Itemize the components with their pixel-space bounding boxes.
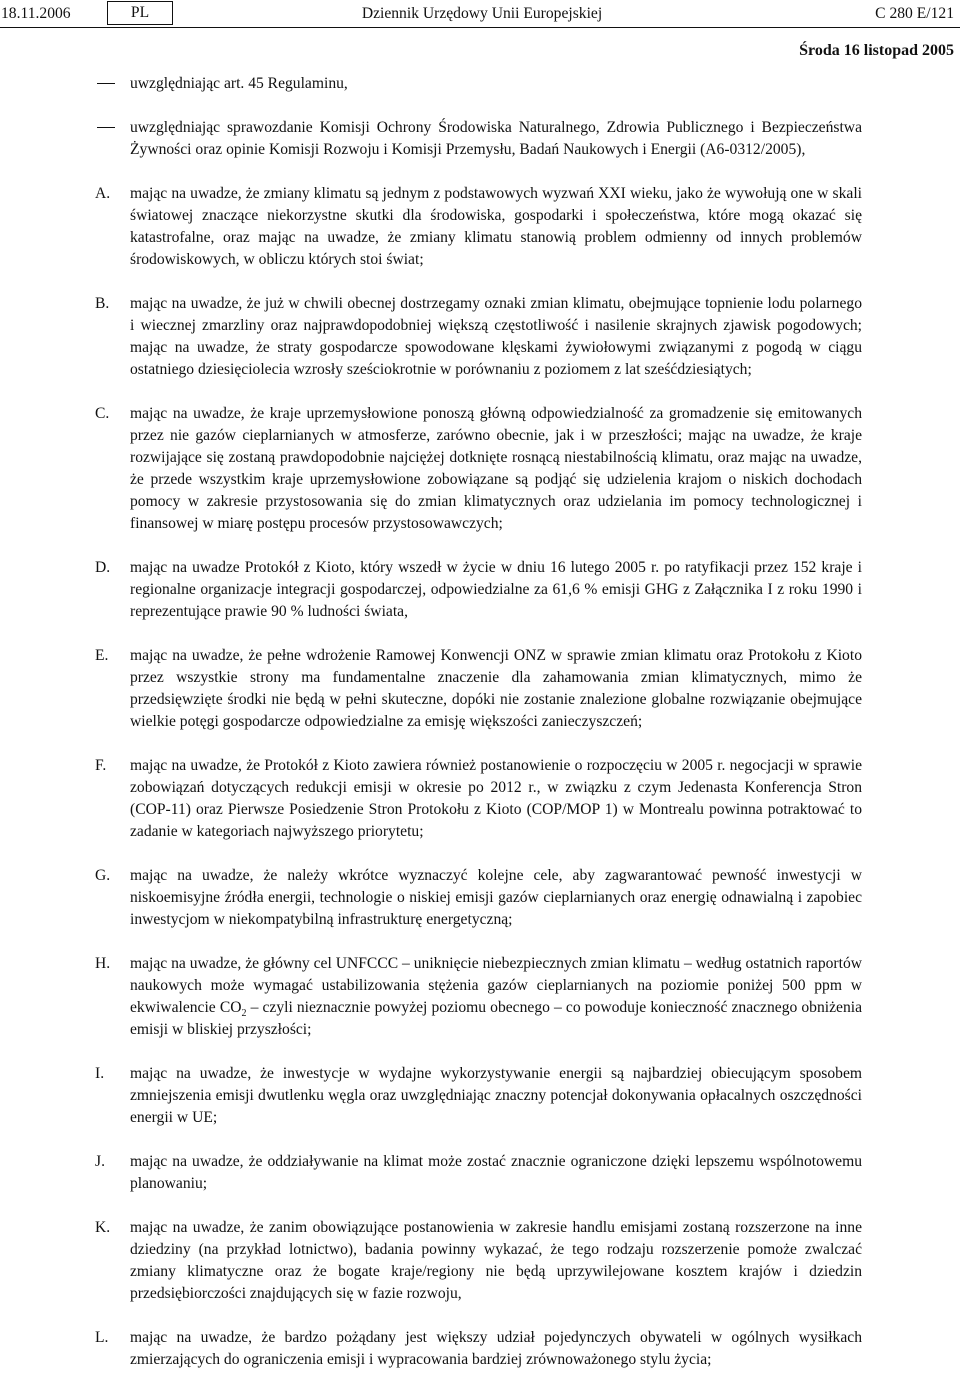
recital-letter: E. <box>95 647 109 664</box>
recital-e <box>0 645 960 733</box>
journal-reference: C 280 E/121 <box>875 5 954 22</box>
recital-text: mając na uwadze Protokół z Kioto, który wszedł w życie w dniu 16 lutego 2005 r. po ratyfikacji przez 152 kraje i regionalne organizacje integracji gospodarczej, odpowiedzialne za 61,6 % emisji GHG z Załącznika I z roku 1990 i reprezentujące prawie 90 % ludności świata, <box>130 559 862 620</box>
recital-letter: K. <box>95 1219 111 1236</box>
recital-h <box>0 953 960 1041</box>
recital-text: mając na uwadze, że już w chwili obecnej dostrzegamy oznaki zmian klimatu, obejmujące topnienie lodu polarnego i wiecznej zmarzliny oraz najprawdopodobniej większą częstotliwość i nasilenie skrajnych zjawisk pogodowych; mając na uwadze, że straty gospodarcze spowodowane klęskami żywiołowymi związanymi z pogodą w ciągu ostatniego dziesięciolecia wzrosły sześciokrotnie w porównaniu z poziomem z lat sześćdziesiątych; <box>130 295 862 378</box>
recital-text: mając na uwadze, że Protokół z Kioto zawiera również postanowienie o rozpoczęciu w 2005 r. negocjacji w sprawie zobowiązań dotyczących redukcji emisji w okresie po 2012 r., w związku z czym Jedenasta Konferencja Stron (COP-11) oraz Pierwsze Posiedzenie Stron Protokołu z Kioto (COP/MOP 1) w Montrealu powinna potraktować to zadanie w kategoriach najwyższego priorytetu; <box>130 757 862 840</box>
recital-a <box>0 183 960 271</box>
recital-letter: F. <box>95 757 107 774</box>
journal-title: Dziennik Urzędowy Unii Europejskiej <box>361 5 603 22</box>
recital-text-part: mając na uwadze, że główny cel UNFCCC – uniknięcie niebezpiecznych zmian klimatu – według ostatnich raportów naukowych może wymagać ustabilizowania stężenia gazów cieplarnianych na poziomie poniżej 500 ppm w ekwiwalencie CO <box>130 955 862 1016</box>
citation-item <box>0 73 960 95</box>
citation-text: uwzględniając art. 45 Regulaminu, <box>130 75 348 92</box>
citation-text: uwzględniając sprawozdanie Komisji Ochrony Środowiska Naturalnego, Zdrowia Publicznego i Bezpieczeństwa Żywności oraz opinie Komisji Rozwoju i Komisji Przemysłu, Badań Naukowych i Energii (A6-0312/2005), <box>130 119 862 158</box>
recital-letter: L. <box>95 1329 109 1346</box>
recital-letter: C. <box>95 405 110 422</box>
citation-item <box>0 117 960 161</box>
dash-marker <box>97 127 115 128</box>
header-rule <box>0 27 960 28</box>
recital-letter: B. <box>95 295 110 312</box>
recital-text: mając na uwadze, że kraje uprzemysłowione ponoszą główną odpowiedzialność za gromadzenie się emitowanych przez nie gazów cieplarnianych w atmosferze, zarówno obecnie, jak i w przeszłości; mając na uwadze, że kraje rozwijające się zostaną prawdopodobnie najciężej dotknięte rosnącą niestabilnością klimatu, oraz mając na uwadze, że przede wszystkim kraje uprzemysłowione zobowiązane są podjąć się udzielenia krajom o niskich dochodach pomocy w zakresie przystosowania się do zmian klimatycznych oraz udzielania im pomocy technologicznej i finansowej w miarę postępu procesów przystosowawczych; <box>130 405 862 532</box>
recital-letter: A. <box>95 185 111 202</box>
recital-c <box>0 403 960 535</box>
recital-d <box>0 557 960 623</box>
recital-l <box>0 1327 960 1371</box>
recital-text: mając na uwadze, że zmiany klimatu są jednym z podstawowych wyzwań XXI wieku, jako że wywołują one w skali światowej znaczące niekorzystne skutki dla środowiska, gospodarki i społeczeństwa, które mogą okazać się katastrofalne, oraz mając na uwadze, że zmiany klimatu stanowią problem odmienny od innych problemów środowiskowych, w obliczu których stoi świat; <box>130 185 862 268</box>
recital-text-part: – czyli nieznacznie powyżej poziomu obecnego – co powoduje konieczność znacznego obniżenia emisji w bliskiej przyszłości; <box>130 999 862 1038</box>
language-badge: PL <box>107 1 173 25</box>
recital-b <box>0 293 960 381</box>
recital-text: mając na uwadze, że inwestycje w wydajne wykorzystywanie energii są najbardziej obiecującym sposobem zmniejszenia emisji dwutlenku węgla oraz uwzględniając znaczny potencjał dokonywania opłacalnych oszczędności energii w UE; <box>130 1065 862 1126</box>
recital-f <box>0 755 960 843</box>
recital-k <box>0 1217 960 1305</box>
recital-text: mając na uwadze, że należy wkrótce wyznaczyć kolejne cele, aby zagwarantować pewność inwestycji w niskoemisyjne źródła energii, technologie o niskiej emisji gazów cieplarnianych oraz energię odnawialną i zapobiec inwestycjom w niekompatybilną infrastrukturę energetyczną; <box>130 867 862 928</box>
recital-g <box>0 865 960 931</box>
recital-j <box>0 1151 960 1195</box>
recital-text <box>130 953 862 1041</box>
recital-letter: H. <box>95 955 111 972</box>
recital-letter: D. <box>95 559 111 576</box>
document-body <box>0 73 960 1393</box>
recital-letter: J. <box>95 1153 105 1170</box>
recital-text: mając na uwadze, że pełne wdrożenie Ramowej Konwencji ONZ w sprawie zmian klimatu oraz Protokołu z Kioto przez wszystkie strony ma fundamentalne znaczenie dla zahamowania zmian klimatycznych, mimo że przedsięwzięte środki nie będą w pełni skuteczne, dopóki nie zostanie znalezione globalne rozwiązanie obejmujące wielkie potęgi gospodarcze odpowiedzialne za emisję większości zanieczyszczeń; <box>130 647 862 730</box>
recital-text: mając na uwadze, że zanim obowiązujące postanowienia w zakresie handlu emisjami zostaną rozszerzone na inne dziedziny (na przykład lotnictwo), badania powinny wykazać, że tego rodzaju rozszerzenie pomoże zwalczać zmiany klimatyczne oraz że bogate kraje/regiony nie będą uprzywilejowane kosztem krajów i dziedzin przedsiębiorczości znajdujących się w fazie rozwoju, <box>130 1219 862 1302</box>
session-date: Środa 16 listopad 2005 <box>799 42 954 59</box>
recital-text: mając na uwadze, że oddziaływanie na klimat może zostać znacznie ograniczone dzięki lepszemu wspólnotowemu planowaniu; <box>130 1153 862 1192</box>
recital-text: mając na uwadze, że bardzo pożądany jest większy udział pojedynczych obywateli w ogólnych wysiłkach zmierzających do ograniczenia emisji i wypracowania bardziej zrównoważonego stylu życia; <box>130 1329 862 1368</box>
recital-i <box>0 1063 960 1129</box>
subscript-2: 2 <box>241 1008 247 1020</box>
page-header <box>0 0 960 26</box>
recital-letter: G. <box>95 867 111 884</box>
recital-letter: I. <box>95 1065 105 1082</box>
publication-date: 18.11.2006 <box>1 5 71 22</box>
dash-marker <box>97 83 115 84</box>
